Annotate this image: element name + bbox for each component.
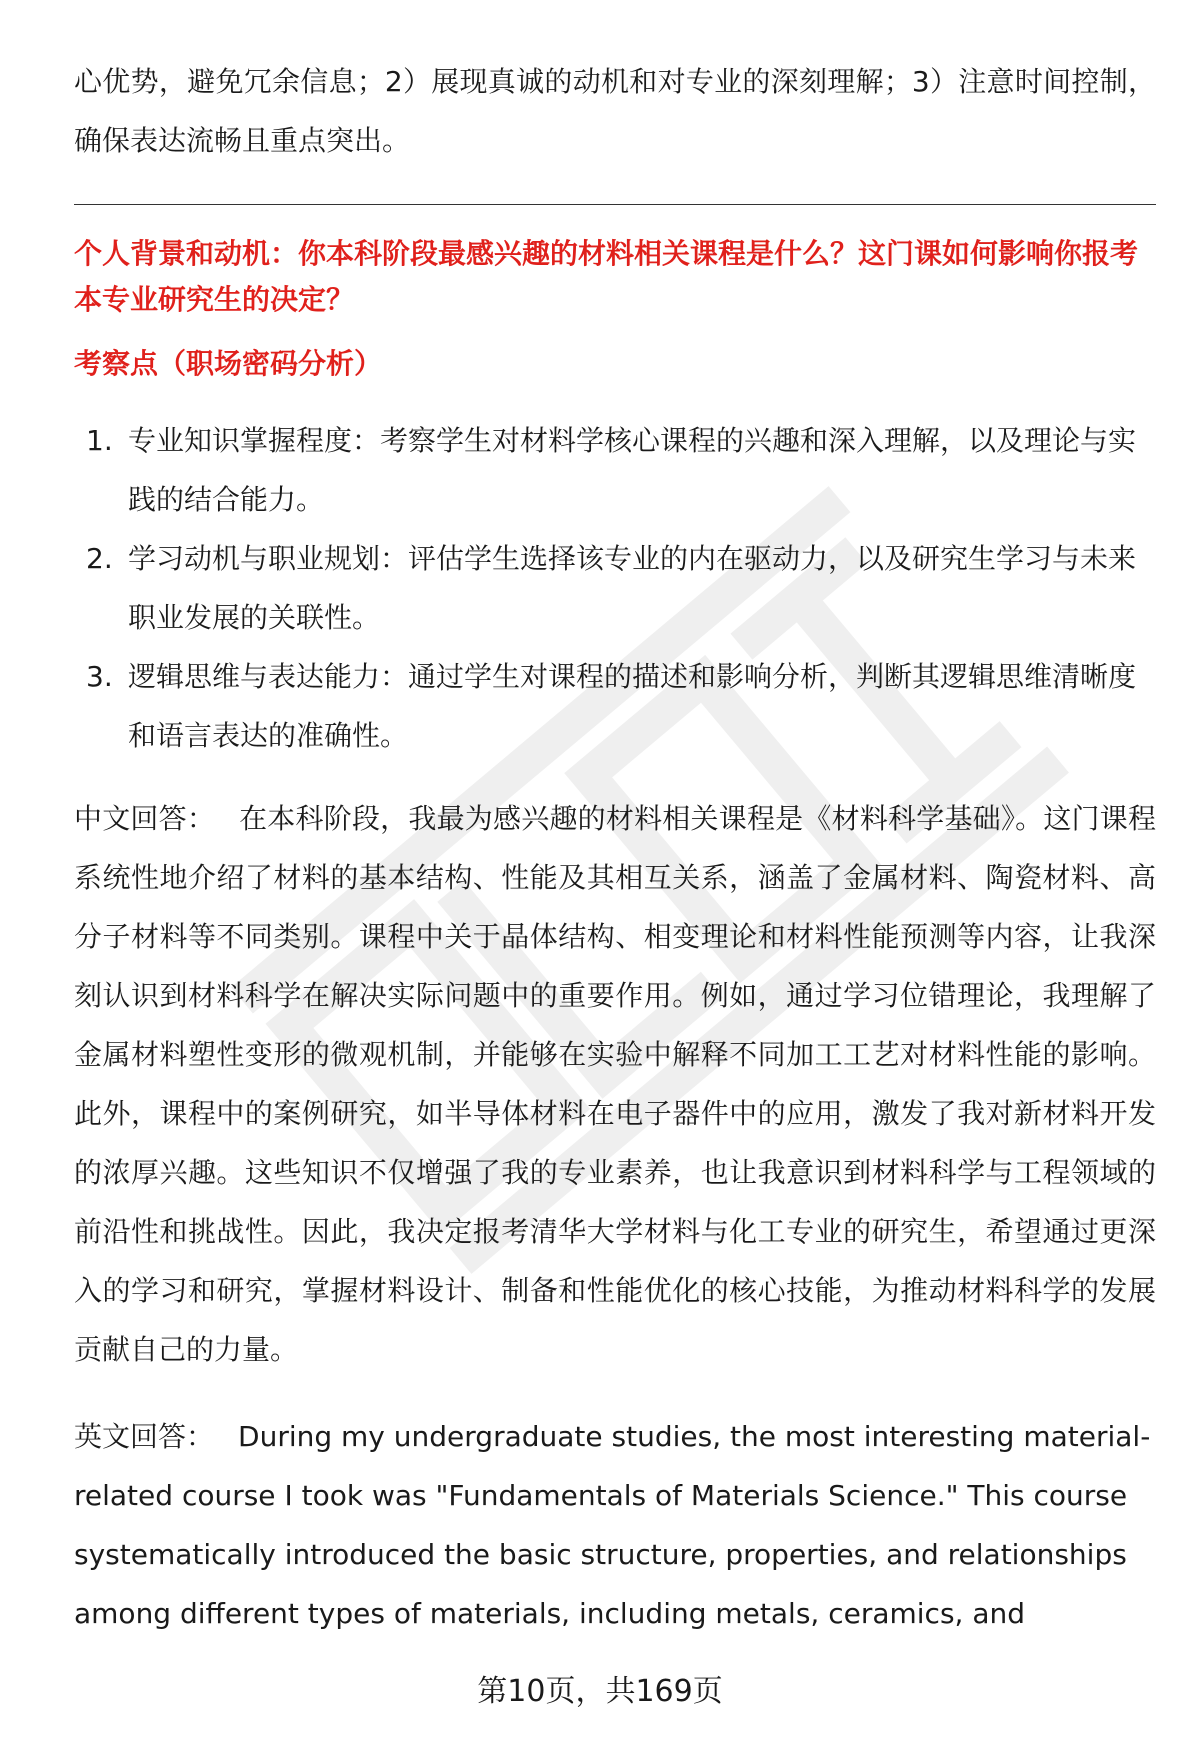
intro-paragraph: 心优势，避免冗余信息；2）展现真诚的动机和对专业的深刻理解；3）注意时间控制，确保表达流畅且重点突出。 [74, 65, 1156, 157]
list-item-text: 学习动机与职业规划：评估学生选择该专业的内在驱动力，以及研究生学习与未来职业发展的关联性。 [128, 542, 1137, 634]
list-item [74, 411, 1156, 529]
list-item [74, 647, 1156, 765]
list-item-number: 2. [86, 542, 113, 575]
page-footer: 第10页，共169页 [477, 1674, 723, 1709]
english-answer-label: 英文回答： [74, 1420, 215, 1453]
examination-points-list [74, 411, 1156, 765]
section-divider [74, 204, 1156, 205]
examination-points-heading: 考察点（职场密码分析） [74, 347, 383, 380]
english-answer-text: During my undergraduate studies, the most interesting material-related course I took was "Fundamentals of Materials Science." This course systematically introduced the basic structure, properties, and relationships among different types of materials, including metals, ceramics, and [74, 1420, 1151, 1630]
list-item-number: 3. [86, 660, 113, 693]
chinese-answer-text: 在本科阶段，我最为感兴趣的材料相关课程是《材料科学基础》。这门课程系统性地介绍了材料的基本结构、性能及其相互关系，涵盖了金属材料、陶瓷材料、高分子材料等不同类别。课程中关于晶体结构、相变理论和材料性能预测等内容，让我深刻认识到材料科学在解决实际问题中的重要作用。例如，通过学习位错理论，我理解了金属材料塑性变形的微观机制，并能够在实验中解释不同加工工艺对材料性能的影响。此外，课程中的案例研究，如半导体材料在电子器件中的应用，激发了我对新材料开发的浓厚兴趣。这些知识不仅增强了我的专业素养，也让我意识到材料科学与工程领域的前沿性和挑战性。因此，我决定报考清华大学材料与化工专业的研究生，希望通过更深入的学习和研究，掌握材料设计、制备和性能优化的核心技能，为推动材料科学的发展贡献自己的力量。 [74, 802, 1156, 1366]
document-page [74, 52, 1156, 1643]
question-heading: 个人背景和动机：你本科阶段最感兴趣的材料相关课程是什么？这门课如何影响你报考本专业研究生的决定？ [74, 237, 1139, 316]
list-item-number: 1. [86, 424, 113, 457]
chinese-answer-label: 中文回答： [74, 802, 216, 835]
list-item-text: 专业知识掌握程度：考察学生对材料学核心课程的兴趣和深入理解，以及理论与实践的结合能力。 [128, 424, 1137, 516]
list-item [74, 529, 1156, 647]
chinese-answer [74, 789, 1156, 1379]
list-item-text: 逻辑思维与表达能力：通过学生对课程的描述和影响分析，判断其逻辑思维清晰度和语言表达的准确性。 [128, 660, 1137, 752]
english-answer [74, 1407, 1156, 1643]
